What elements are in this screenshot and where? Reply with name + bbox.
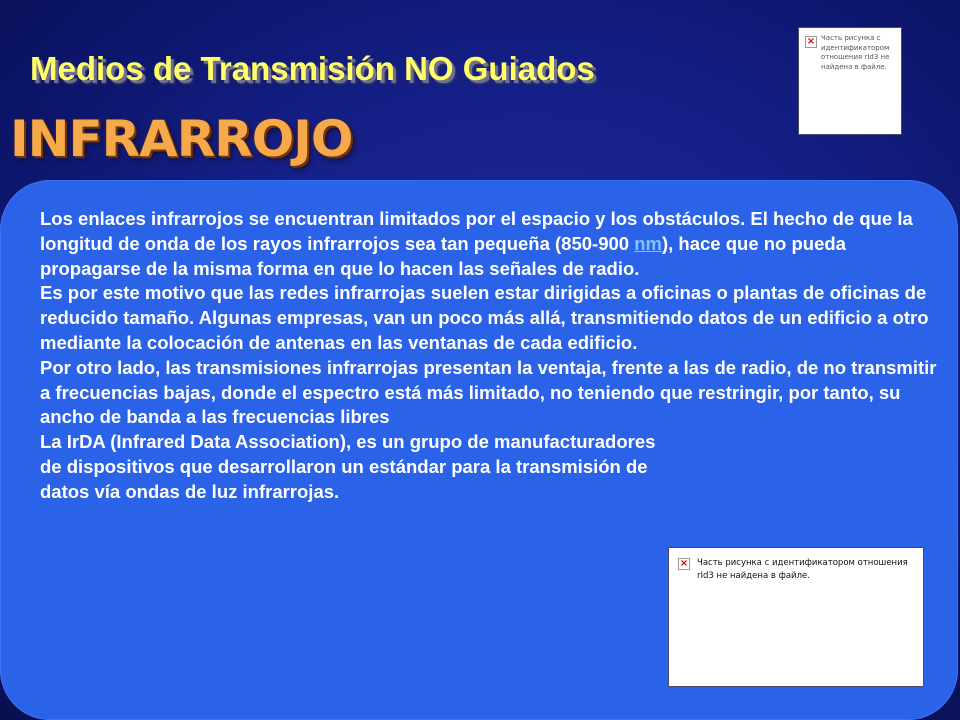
broken-image-icon: × — [806, 36, 816, 47]
paragraph-1-end: ), hace que no pueda propagarse de la misma forma en que lo hacen las señales de radio. — [40, 232, 846, 279]
paragraph-2: Es por este motivo que las redes infrarrojas suelen estar dirigidas a oficinas o plantas de oficinas de reducido tamaño. Algunas empresas, van un poco más allá, transmitiendo datos de un edificio a otro mediante la colocación de antenas en las ventanas de cada edificio. — [40, 282, 929, 353]
body-text — [40, 207, 945, 505]
missing-image-message: Часть рисунка с идентификатором отношения rId3 не найдена в файле. — [821, 34, 890, 71]
slide-title-wrap — [30, 50, 595, 94]
paragraph-1-start: Los enlaces infrarrojos se encuentran limitados por el espacio y los obstáculos. El hecho de que la longitud de onda de los rayos infrarrojos sea tan pequeña (850-900 — [40, 208, 913, 254]
paragraph-3: Por otro lado, las transmisiones infrarrojas presentan la ventaja, frente a las de radio, de no transmitir a frecuencias bajas, donde el espectro está más limitado, no teniendo que restringir, por tanto, su ancho de banda a las frecuencias libres — [40, 356, 937, 428]
slide-subtitle: INFRARROJO — [10, 110, 353, 168]
paragraph-1 — [40, 207, 945, 281]
broken-image-icon: × — [679, 558, 689, 569]
missing-image-placeholder-bottom — [668, 547, 924, 687]
nm-link[interactable]: nm — [634, 232, 662, 254]
missing-image-message: Часть рисунка с идентификатором отношения rId3 не найдена в файле. — [697, 558, 908, 581]
missing-image-placeholder-top — [798, 27, 902, 135]
slide-title: Medios de Transmisión NO Guiados — [30, 50, 595, 87]
paragraph-4: La IrDA (Infrared Data Association), es un grupo de manufacturadores de dispositivos que desarrollaron un estándar para la transmisión de datos vía ondas de luz infrarrojas. — [40, 431, 656, 502]
